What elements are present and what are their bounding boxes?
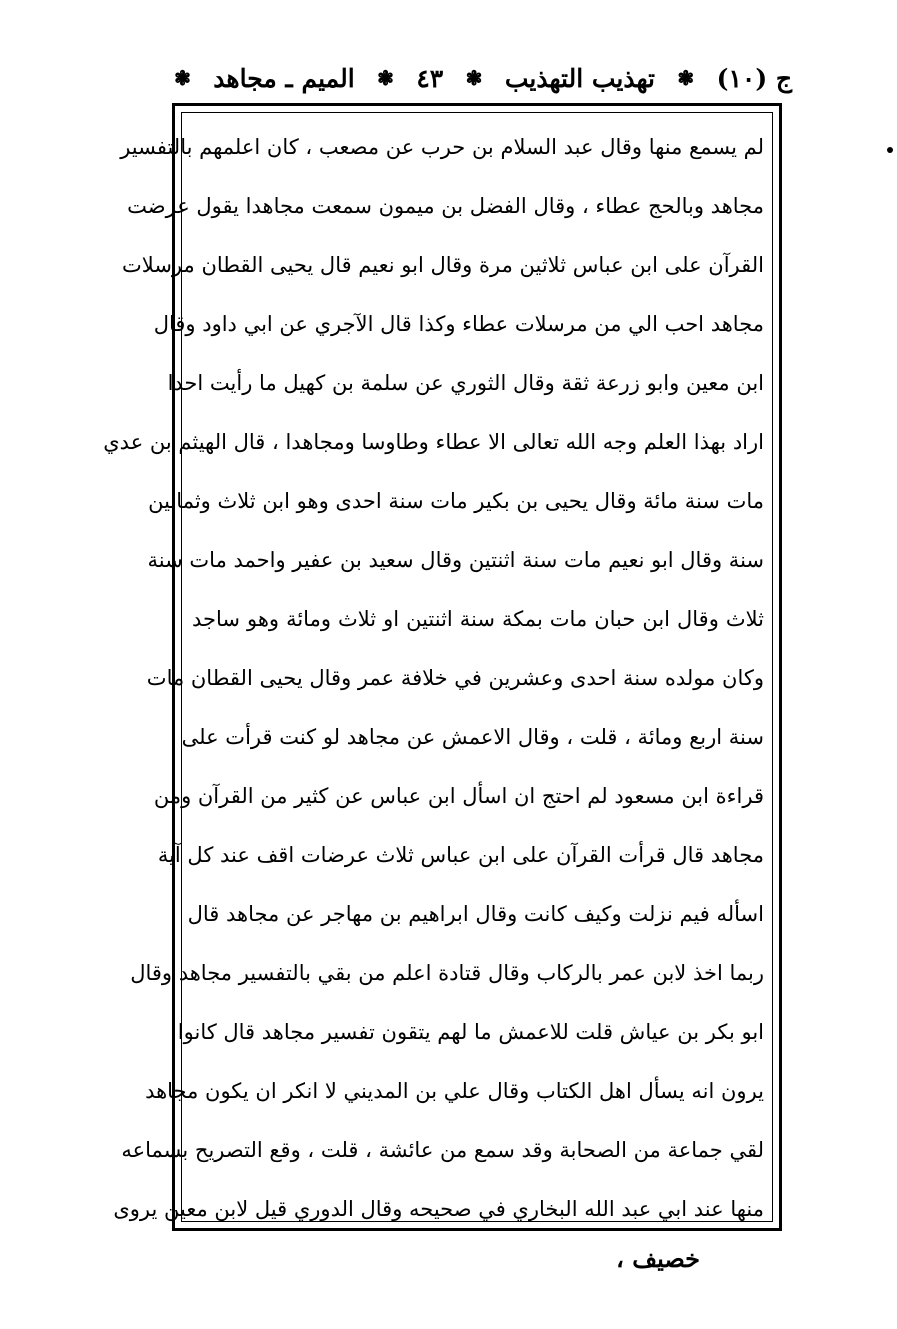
text-line: لقي جماعة من الصحابة وقد سمع من عائشة ، قلت ، وقع التصريح بسماعه: [121, 1138, 764, 1162]
text-line: اراد بهذا العلم وجه الله تعالى الا عطاء وطاوسا ومجاهدا ، قال الهيثم بن عدي: [103, 430, 764, 454]
ornament-icon: ❃: [465, 66, 483, 90]
margin-dot: [887, 147, 893, 153]
ornament-icon: ❃: [174, 66, 191, 90]
chapter-heading: الميم ـ مجاهد: [213, 63, 355, 93]
text-line: مات سنة مائة وقال يحيى بن بكير مات سنة احدى وهو ابن ثلاث وثمانين: [148, 489, 764, 513]
text-line: منها عند ابي عبد الله البخاري في صحيحه وقال الدوري قيل لابن معين يروى: [113, 1197, 764, 1221]
book-title: تهذيب التهذيب: [504, 63, 655, 93]
body-text: [103, 118, 764, 1239]
text-line: القرآن على ابن عباس ثلاثين مرة وقال ابو نعيم قال يحيى القطان مرسلات: [122, 253, 764, 277]
text-line: ابن معين وابو زرعة ثقة وقال الثوري عن سلمة بن كهيل ما رأيت احدا: [167, 371, 764, 395]
text-line: وكان مولده سنة احدى وعشرين في خلافة عمر وقال يحيى القطان مات: [146, 666, 764, 690]
volume-number: ج (١٠): [716, 63, 792, 93]
page-header: [172, 58, 792, 98]
text-line: ثلاث وقال ابن حبان مات بمكة سنة اثنتين او ثلاث ومائة وهو ساجد: [192, 607, 764, 631]
text-line: مجاهد وبالحج عطاء ، وقال الفضل بن ميمون سمعت مجاهدا يقول عرضت: [127, 194, 764, 218]
page-number: ٤٣: [416, 63, 444, 93]
text-line: مجاهد احب الي من مرسلات عطاء وكذا قال الآجري عن ابي داود وقال: [153, 312, 764, 336]
ornament-icon: ❃: [677, 66, 695, 90]
text-line: مجاهد قال قرأت القرآن على ابن عباس ثلاث عرضات اقف عند كل آية: [157, 843, 764, 867]
text-line: يرون انه يسأل اهل الكتاب وقال علي بن المديني لا انكر ان يكون مجاهد: [145, 1079, 764, 1103]
text-line: اسأله فيم نزلت وكيف كانت وقال ابراهيم بن مهاجر عن مجاهد قال: [187, 902, 764, 926]
text-line: قراءة ابن مسعود لم احتج ان اسأل ابن عباس عن كثير من القرآن ومن: [153, 784, 764, 808]
catchword: خصيف ،: [616, 1244, 700, 1273]
text-line: سنة اربع ومائة ، قلت ، وقال الاعمش عن مجاهد لو كنت قرأت على: [181, 725, 764, 749]
text-line: ابو بكر بن عياش قلت للاعمش ما لهم يتقون تفسير مجاهد قال كانوا: [177, 1020, 764, 1044]
text-line: سنة وقال ابو نعيم مات سنة اثنتين وقال سعيد بن عفير واحمد مات سنة: [147, 548, 764, 572]
text-line: ربما اخذ لابن عمر بالركاب وقال قتادة اعلم من بقي بالتفسير مجاهد وقال: [130, 961, 764, 985]
text-line: لم يسمع منها وقال عبد السلام بن حرب عن مصعب ، كان اعلمهم بالتفسير: [120, 135, 764, 159]
ornament-icon: ❃: [377, 66, 394, 90]
